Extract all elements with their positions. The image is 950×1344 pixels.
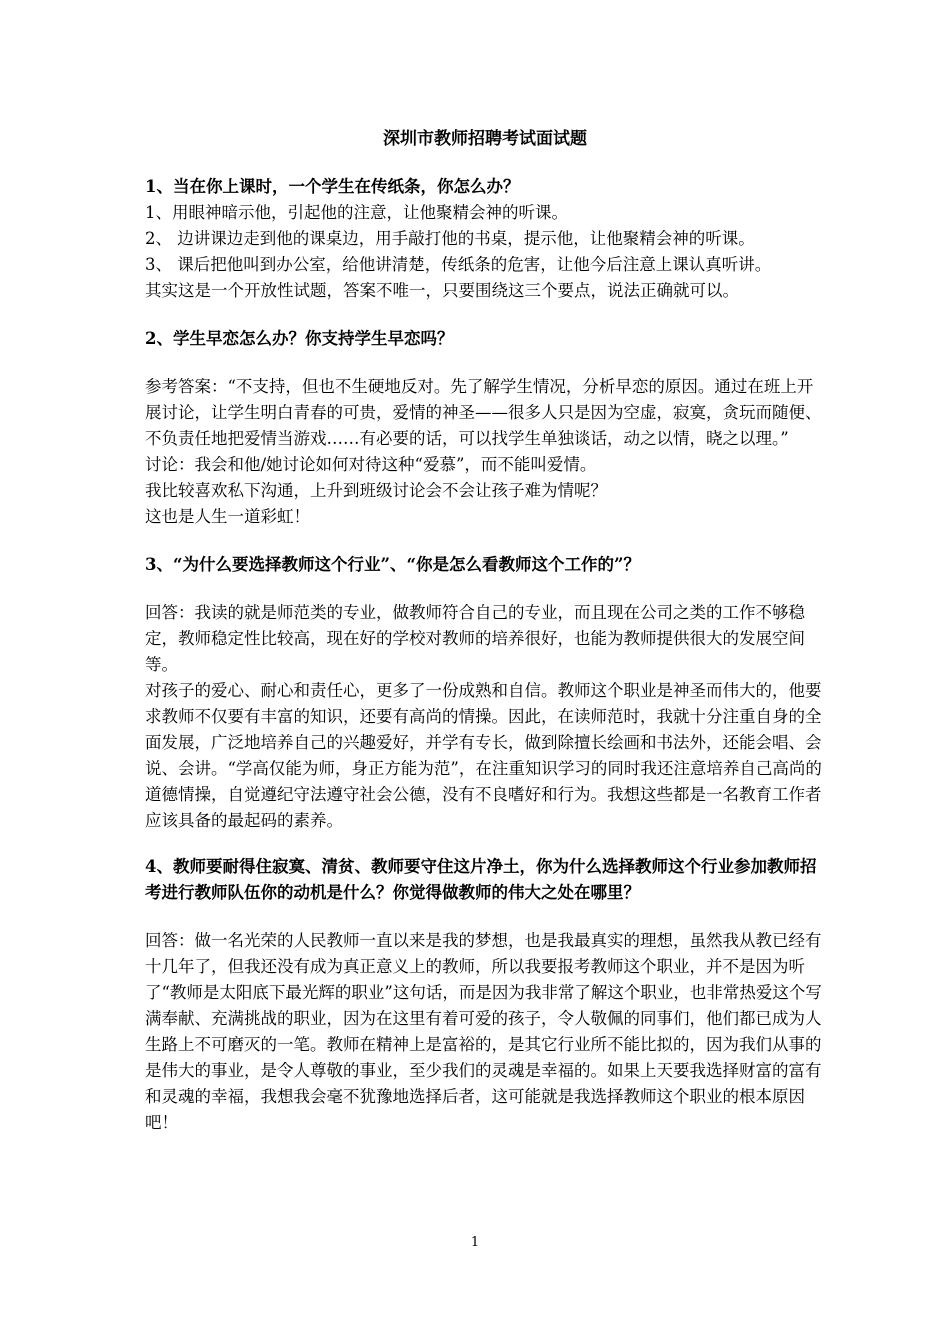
- page-number: 1: [470, 1235, 480, 1250]
- section-spacer: [145, 530, 825, 552]
- answer-paragraph: 2、 边讲课边走到他的课桌边，用手敲打他的书桌，提示他，让他聚精会神的听课。: [145, 229, 755, 248]
- answer-paragraph: 3、 课后把他叫到办公室，给他讲清楚，传纸条的危害，让他今后注意上课认真听讲。: [145, 255, 772, 274]
- question-section-4: [145, 854, 825, 1136]
- paragraph-spacer: [145, 578, 825, 600]
- document-body: [145, 126, 825, 1136]
- answer-paragraph: 我比较喜欢私下沟通，上升到班级讨论会不会让孩子难为情呢？: [145, 481, 607, 500]
- answer-paragraph: 讨论：我会和他/她讨论如何对待这种“爱慕”，而不能叫爱情。: [145, 455, 597, 474]
- answer-paragraph: 对孩子的爱心、耐心和责任心，更多了一份成熟和自信。教师这个职业是神圣而伟大的，他要求教师不仅要有丰富的知识，还要有高尚的情操。因此，在读师范时，我就十分注重自身的全面发展，广泛地培养自己的兴趣爱好，并学有专长，做到除擅长绘画和书法外，还能会唱、会说、会讲。“学高仅能为师，身正方能为范”，在注重知识学习的同时我还注意培养自己高尚的道德情操，自觉遵纪守法遵守社会公德，没有不良嗜好和行为。我想这些都是一名教育工作者应该具备的最起码的素养。: [145, 681, 822, 830]
- question-section-1: [145, 174, 825, 304]
- paragraph-spacer: [145, 352, 825, 374]
- paragraph-spacer: [145, 906, 825, 928]
- answer-paragraph: 回答：我读的就是师范类的专业，做教师符合自己的专业，而且现在公司之类的工作不够稳定，教师稳定性比较高，现在好的学校对教师的培养很好，也能为教师提供很大的发展空间等。: [145, 603, 805, 674]
- question-section-2: [145, 326, 825, 530]
- document-title: 深圳市教师招聘考试面试题: [383, 129, 587, 149]
- question-heading: 1、当在你上课时，一个学生在传纸条，你怎么办？: [145, 177, 520, 196]
- answer-paragraph: 回答：做一名光荣的人民教师一直以来是我的梦想，也是我最真实的理想，虽然我从教已经有十几年了，但我还没有成为真正意义上的教师，所以我要报考教师这个职业，并不是因为听了“教师是太阳底下最光辉的职业”这句话，而是因为我非常了解这个职业，也非常热爱这个写满奉献、充满挑战的职业，因为在这里有着可爱的孩子，令人敬佩的同事们，他们都已成为人生路上不可磨灭的一笔。教师在精神上是富裕的，是其它行业所不能比拟的，因为我们从事的是伟大的事业，是令人尊敬的事业，至少我们的灵魂是幸福的。如果上天要我选择财富的富有和灵魂的幸福，我想我会毫不犹豫地选择后者，这可能就是我选择教师这个职业的根本原因吧！: [145, 931, 822, 1132]
- section-spacer: [145, 304, 825, 326]
- answer-paragraph: 参考答案：“不支持，但也不生硬地反对。先了解学生情况，分析早恋的原因。通过在班上开展讨论，让学生明白青春的可贵，爱情的神圣——很多人只是因为空虚，寂寞，贪玩而随便、不负责任地把爱情当游戏……有必要的话，可以找学生单独谈话，动之以情，晓之以理。”: [145, 377, 822, 448]
- answer-paragraph: 这也是人生一道彩虹！: [145, 507, 310, 526]
- answer-paragraph: 其实这是一个开放性试题，答案不唯一，只要围绕这三个要点，说法正确就可以。: [145, 281, 739, 300]
- question-heading: 3、“为什么要选择教师这个行业”、“你是怎么看教师这个工作的”？: [145, 555, 640, 574]
- question-section-3: [145, 552, 825, 834]
- section-spacer: [145, 834, 825, 854]
- question-heading: 2、学生早恋怎么办？你支持学生早恋吗？: [145, 329, 454, 348]
- question-heading: 4、教师要耐得住寂寞、清贫、教师要守住这片净土，你为什么选择教师这个行业参加教师招考进行教师队伍你的动机是什么？你觉得做教师的伟大之处在哪里？: [145, 857, 817, 902]
- answer-paragraph: 1、用眼神暗示他，引起他的注意，让他聚精会神的听课。: [145, 203, 568, 222]
